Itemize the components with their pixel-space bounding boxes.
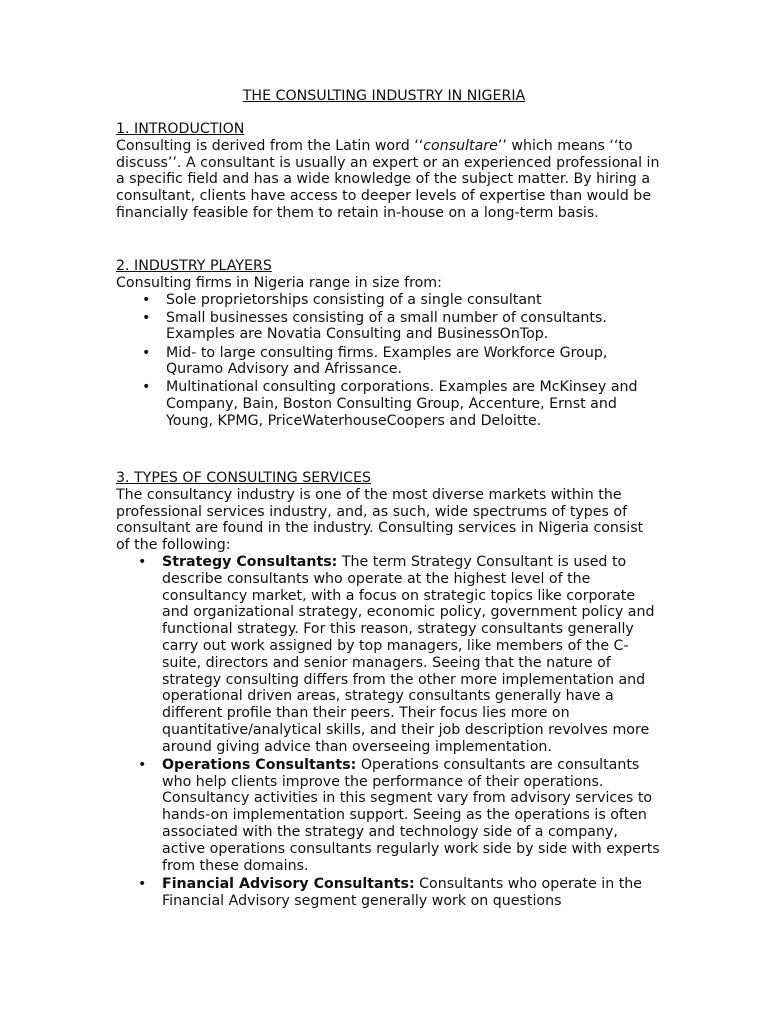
service-term: Strategy Consultants: [162,553,338,570]
bullet-icon: • [142,344,151,361]
service-description: The term Strategy Consultant is used to describe consultants who operate at the highest level of the consultancy market, with a focus on strategic topics like corporate and organizational strategy, economic policy, government policy and functional strategy. For this reason, strategy consultants generally carry out work assigned by top managers, like members of the C-suite, directors and senior managers. Seeing that the nature of strategy consulting differs from the other more implementation and operational driven areas, strategy consultants generally have a different profile than their peers. Their focus lies more on quantitative/analytical skills, and their job description revolves more around giving advice than overseeing implementation. [162,553,655,755]
section-paragraph [116,138,661,222]
intro-text-rest: ’’ which means ‘‘to discuss’’. A consultant is usually an expert or an experienced professional in a specific field and has a wide knowledge of the subject matter. By hiring a consultant, clients have access to deeper levels of expertise than would be financially feasible for them to retain in-house on a long-term basis. [116,137,660,221]
bullet-icon: • [138,756,147,773]
list-item [116,310,661,344]
services-list [116,554,661,909]
section-introduction [116,121,661,222]
document-title: THE CONSULTING INDUSTRY IN NIGERIA [242,88,526,104]
intro-text-start: Consulting is derived from the Latin word ‘‘ [116,137,424,154]
players-list [116,292,661,430]
bullet-icon: • [142,379,151,396]
section-heading: 2. INDUSTRY PLAYERS [116,258,272,274]
section-consulting-services [116,470,661,911]
section-industry-players [116,258,661,431]
list-item [116,757,661,875]
list-item-text: Small businesses consisting of a small number of consultants. Examples are Novatia Consulting and BusinessOnTop. [166,309,607,343]
service-term: Financial Advisory Consultants: [162,875,415,892]
bullet-icon: • [138,553,147,570]
service-description: Consultants who operate in the Financial Advisory segment generally work on questions [162,875,643,909]
list-item [116,292,661,309]
list-item-text: Sole proprietorships consisting of a single consultant [166,291,542,308]
section-paragraph: The consultancy industry is one of the most diverse markets within the professional services industry, and, as such, wide spectrums of types of consultant are found in the industry. Consulting services in Nigeria consist of the following: [116,486,644,554]
service-description: Operations consultants are consultants who help clients improve the performance of their operations. Consultancy activities in this segment vary from advisory services to hands-on implementation support. Seeing as the operations is often associated with the strategy and technology side of a company, active operations consultants regularly work side by side with experts from these domains. [162,756,660,874]
section-paragraph: Consulting firms in Nigeria range in size from: [116,274,442,291]
section-heading: 1. INTRODUCTION [116,121,245,137]
list-item [116,876,661,910]
list-item [116,554,661,756]
list-item-text: Mid- to large consulting firms. Examples are Workforce Group, Quramo Advisory and Afrissance. [166,344,608,378]
service-term: Operations Consultants: [162,756,357,773]
bullet-icon: • [142,309,151,326]
bullet-icon: • [138,875,147,892]
section-heading: 3. TYPES OF CONSULTING SERVICES [116,470,372,486]
list-item [116,345,661,379]
bullet-icon: • [142,291,151,308]
list-item-text: Multinational consulting corporations. Examples are McKinsey and Company, Bain, Boston Consulting Group, Accenture, Ernst and Young, KPMG, PriceWaterhouseCoopers and Deloitte. [166,379,638,430]
list-item [116,379,661,429]
latin-word: consultare [423,137,498,154]
